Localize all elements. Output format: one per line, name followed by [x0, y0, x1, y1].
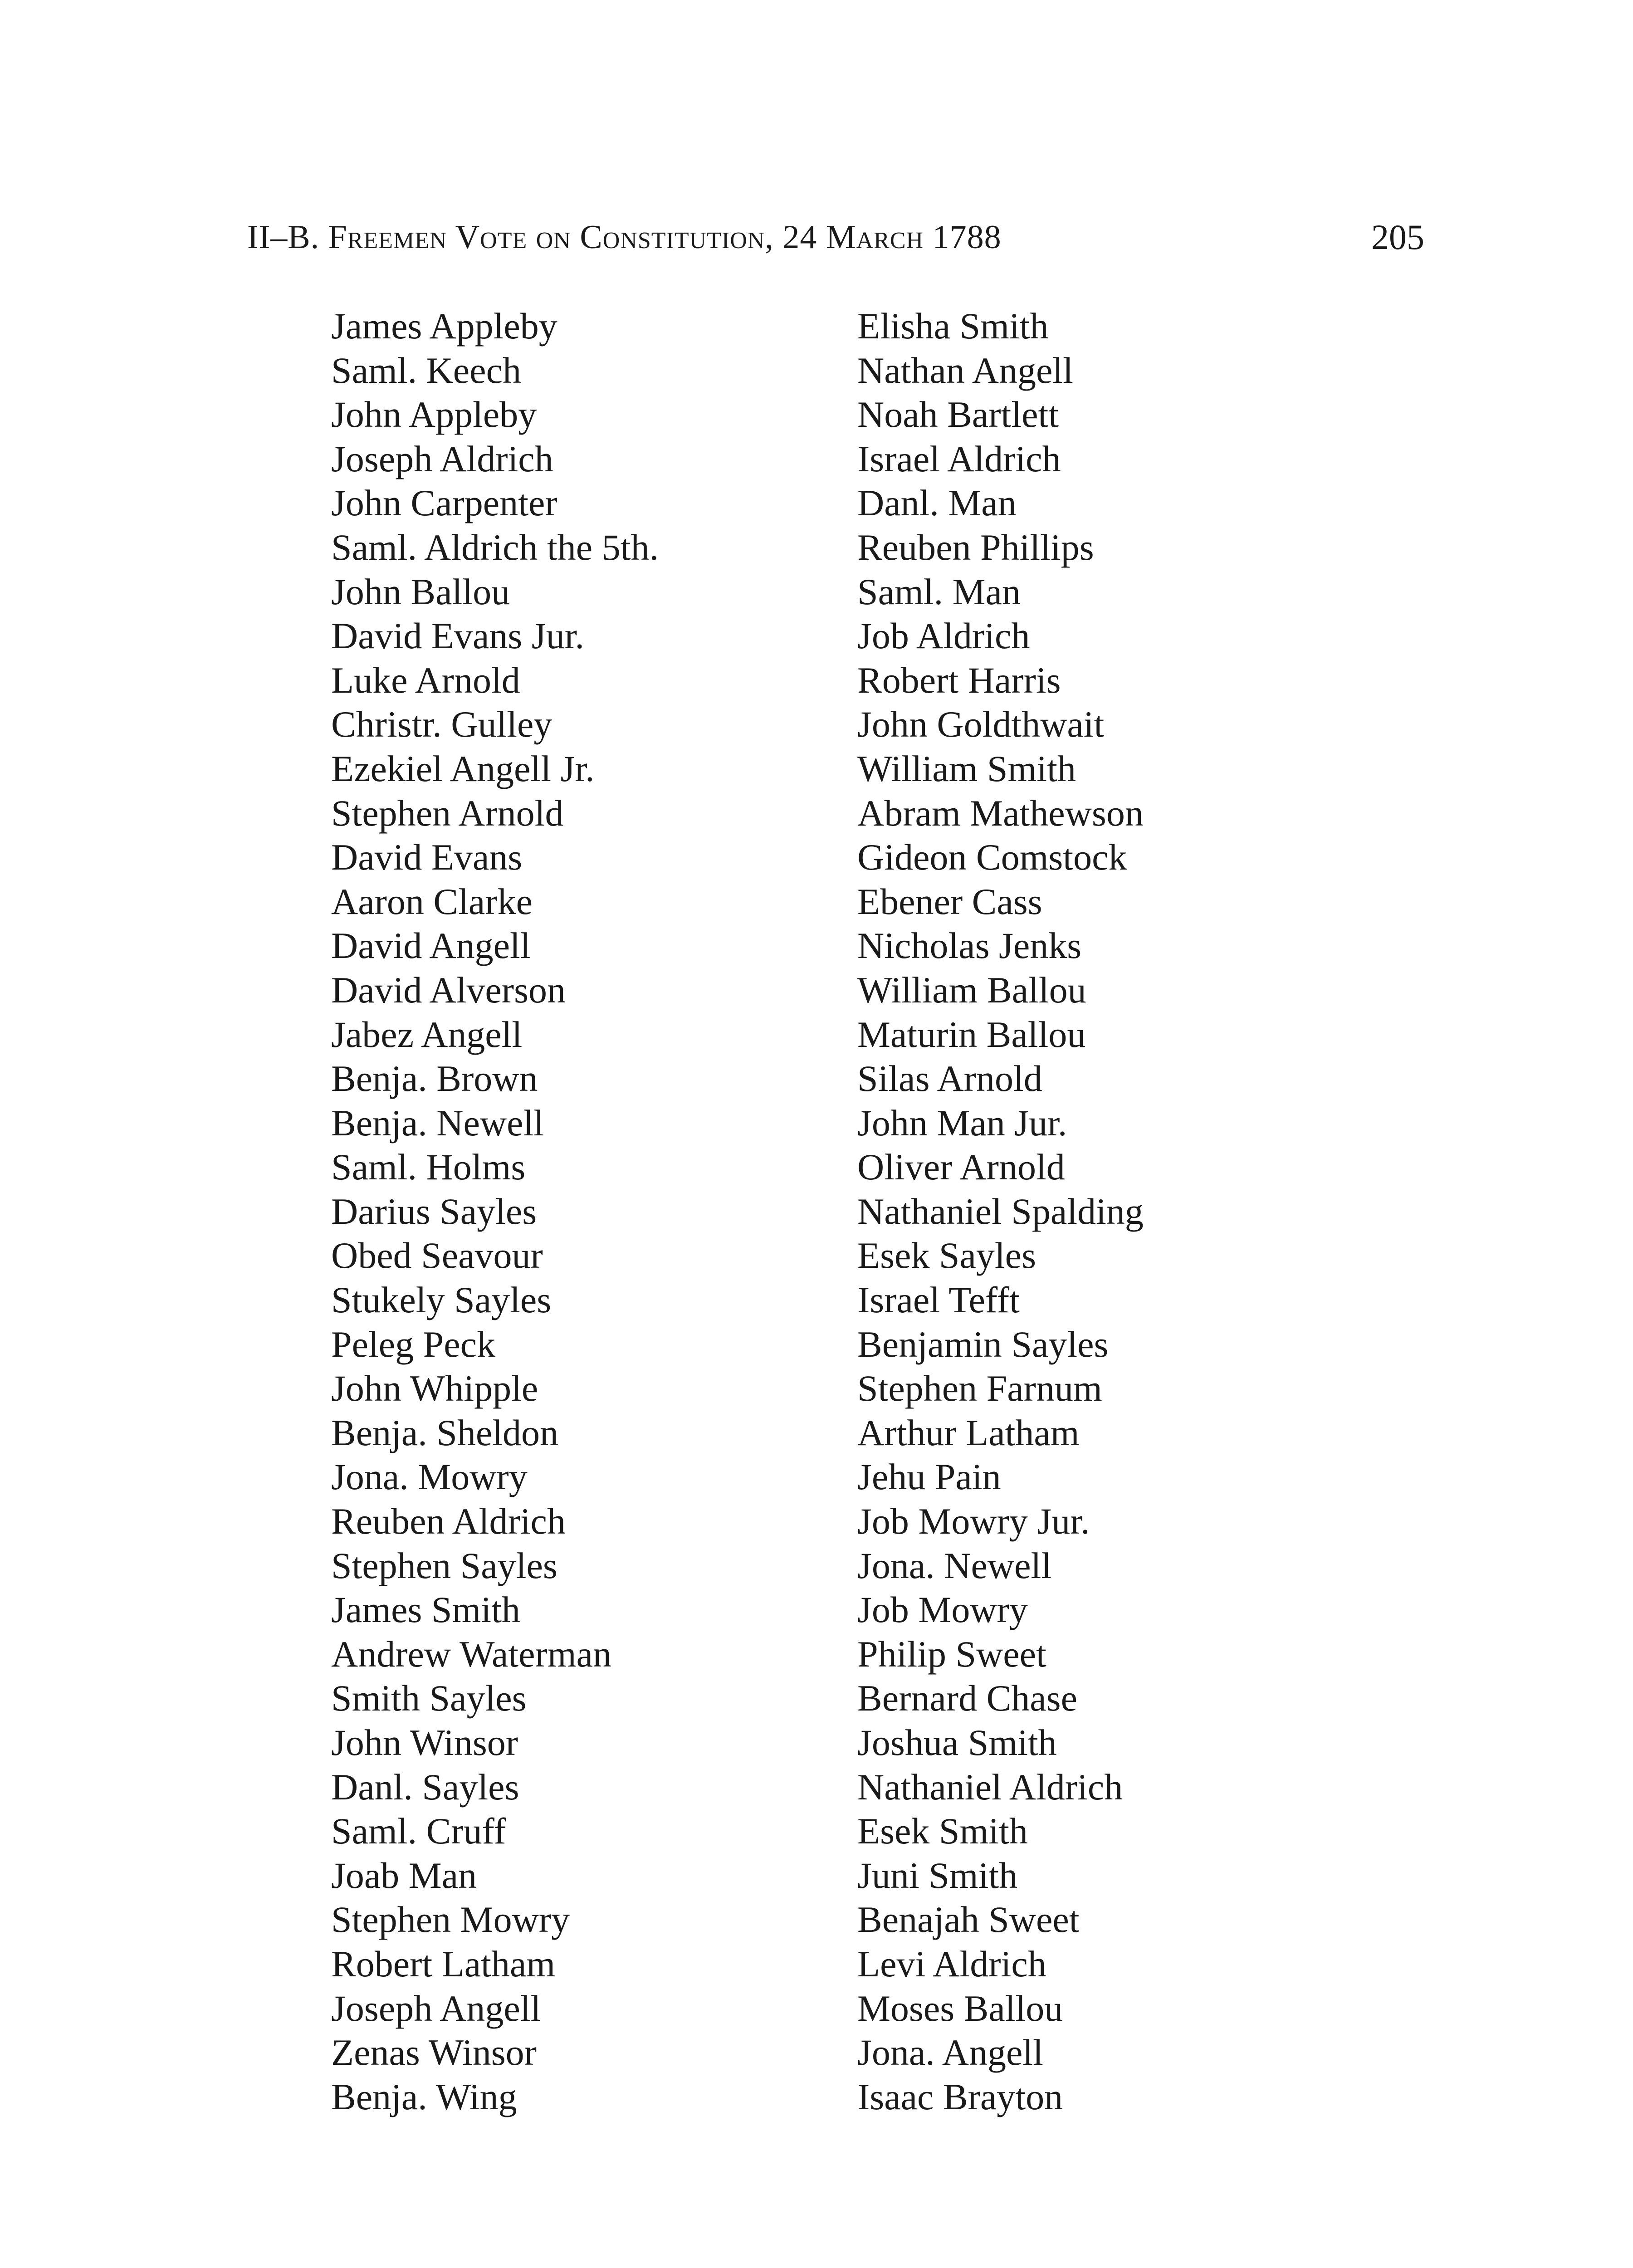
voter-name: Benja. Sheldon	[331, 1412, 559, 1453]
voter-name: Benajah Sweet	[857, 1899, 1080, 1941]
voter-name: Joseph Angell	[331, 1987, 541, 2029]
voter-name: Ebener Cass	[857, 880, 1042, 922]
voter-name: Jona. Newell	[857, 1545, 1052, 1586]
voter-name: Reuben Phillips	[857, 526, 1094, 568]
voter-name: Stephen Farnum	[857, 1368, 1102, 1409]
voter-name: Saml. Aldrich the 5th.	[331, 526, 659, 568]
page-number: 205	[1371, 217, 1424, 257]
left-name-column	[331, 304, 659, 2119]
voter-name: Israel Tefft	[857, 1279, 1020, 1321]
voter-name: Robert Harris	[857, 659, 1061, 701]
voter-name: Esek Sayles	[857, 1235, 1036, 1276]
voter-name: Juni Smith	[857, 1854, 1018, 1896]
voter-name: Joshua Smith	[857, 1722, 1057, 1763]
voter-name: Noah Bartlett	[857, 394, 1059, 435]
voter-name: John Ballou	[331, 571, 510, 612]
voter-name: Reuben Aldrich	[331, 1501, 566, 1542]
right-name-column	[857, 304, 1144, 2119]
voter-name: Saml. Keech	[331, 349, 521, 391]
voter-name: James Appleby	[331, 305, 557, 347]
voter-name: Zenas Winsor	[331, 2032, 537, 2073]
voter-name: Joseph Aldrich	[331, 438, 553, 479]
voter-name: Israel Aldrich	[857, 438, 1061, 479]
voter-name: Smith Sayles	[331, 1677, 527, 1719]
voter-name: Job Mowry	[857, 1589, 1028, 1631]
voter-name: Andrew Waterman	[331, 1633, 612, 1675]
voter-name: Elisha Smith	[857, 305, 1049, 347]
running-head	[247, 212, 1002, 262]
voter-name: Stukely Sayles	[331, 1279, 552, 1321]
voter-name: Gideon Comstock	[857, 836, 1127, 878]
voter-name: Isaac Brayton	[857, 2076, 1063, 2117]
voter-name: John Carpenter	[331, 482, 557, 524]
voter-name: John Appleby	[331, 394, 537, 435]
voter-name: James Smith	[331, 1589, 520, 1631]
voter-name: Saml. Holms	[331, 1146, 526, 1188]
voter-name: David Alverson	[331, 969, 566, 1011]
voter-name: Esek Smith	[857, 1810, 1028, 1852]
voter-name: John Man Jur.	[857, 1102, 1067, 1144]
voter-name: Obed Seavour	[331, 1235, 543, 1276]
voter-name: Oliver Arnold	[857, 1146, 1065, 1188]
voter-name: Benja. Newell	[331, 1102, 544, 1144]
voter-name: Nathaniel Spalding	[857, 1190, 1144, 1232]
voter-name: John Winsor	[331, 1722, 518, 1763]
voter-name: Bernard Chase	[857, 1677, 1077, 1719]
voter-name: Nathan Angell	[857, 349, 1073, 391]
voter-name: Benja. Wing	[331, 2076, 517, 2117]
voter-name: Christr. Gulley	[331, 704, 552, 745]
voter-name: Stephen Sayles	[331, 1545, 557, 1586]
voter-name: Job Aldrich	[857, 615, 1030, 657]
voter-name: William Ballou	[857, 969, 1086, 1011]
voter-name: Nicholas Jenks	[857, 925, 1082, 967]
voter-name: Philip Sweet	[857, 1633, 1046, 1675]
running-head-text: II–B. Freemen Vote on Constitution, 24 March 1788	[247, 219, 1002, 256]
voter-name: Maturin Ballou	[857, 1013, 1086, 1055]
voter-name: Abram Mathewson	[857, 792, 1144, 834]
voter-name: Danl. Sayles	[331, 1766, 519, 1808]
voter-name: Levi Aldrich	[857, 1943, 1046, 1984]
voter-name: David Angell	[331, 925, 531, 967]
voter-name: Saml. Cruff	[331, 1810, 506, 1852]
voter-name: Jona. Angell	[857, 2032, 1043, 2073]
voter-name: John Whipple	[331, 1368, 538, 1409]
voter-name: David Evans	[331, 836, 523, 878]
voter-name: Darius Sayles	[331, 1190, 537, 1232]
voter-name: Jona. Mowry	[331, 1456, 528, 1498]
voter-name: Ezekiel Angell Jr.	[331, 748, 595, 789]
voter-name: John Goldthwait	[857, 704, 1105, 745]
voter-name: Danl. Man	[857, 482, 1017, 524]
voter-name: Peleg Peck	[331, 1323, 496, 1365]
voter-name: Saml. Man	[857, 571, 1021, 612]
voter-name: Silas Arnold	[857, 1058, 1042, 1100]
voter-name: Arthur Latham	[857, 1412, 1080, 1453]
voter-name: Joab Man	[331, 1854, 477, 1896]
voter-name: Job Mowry Jur.	[857, 1501, 1090, 1542]
voter-name: Luke Arnold	[331, 659, 520, 701]
voter-name: Stephen Mowry	[331, 1899, 570, 1941]
voter-name: David Evans Jur.	[331, 615, 584, 657]
voter-name: Aaron Clarke	[331, 880, 533, 922]
voter-name: Jehu Pain	[857, 1456, 1001, 1498]
voter-name: Benjamin Sayles	[857, 1323, 1109, 1365]
voter-name: Stephen Arnold	[331, 792, 564, 834]
voter-name: Benja. Brown	[331, 1058, 538, 1100]
voter-name: William Smith	[857, 748, 1076, 789]
voter-name: Jabez Angell	[331, 1013, 523, 1055]
voter-name: Nathaniel Aldrich	[857, 1766, 1123, 1808]
voter-name: Moses Ballou	[857, 1987, 1063, 2029]
voter-name: Robert Latham	[331, 1943, 556, 1984]
